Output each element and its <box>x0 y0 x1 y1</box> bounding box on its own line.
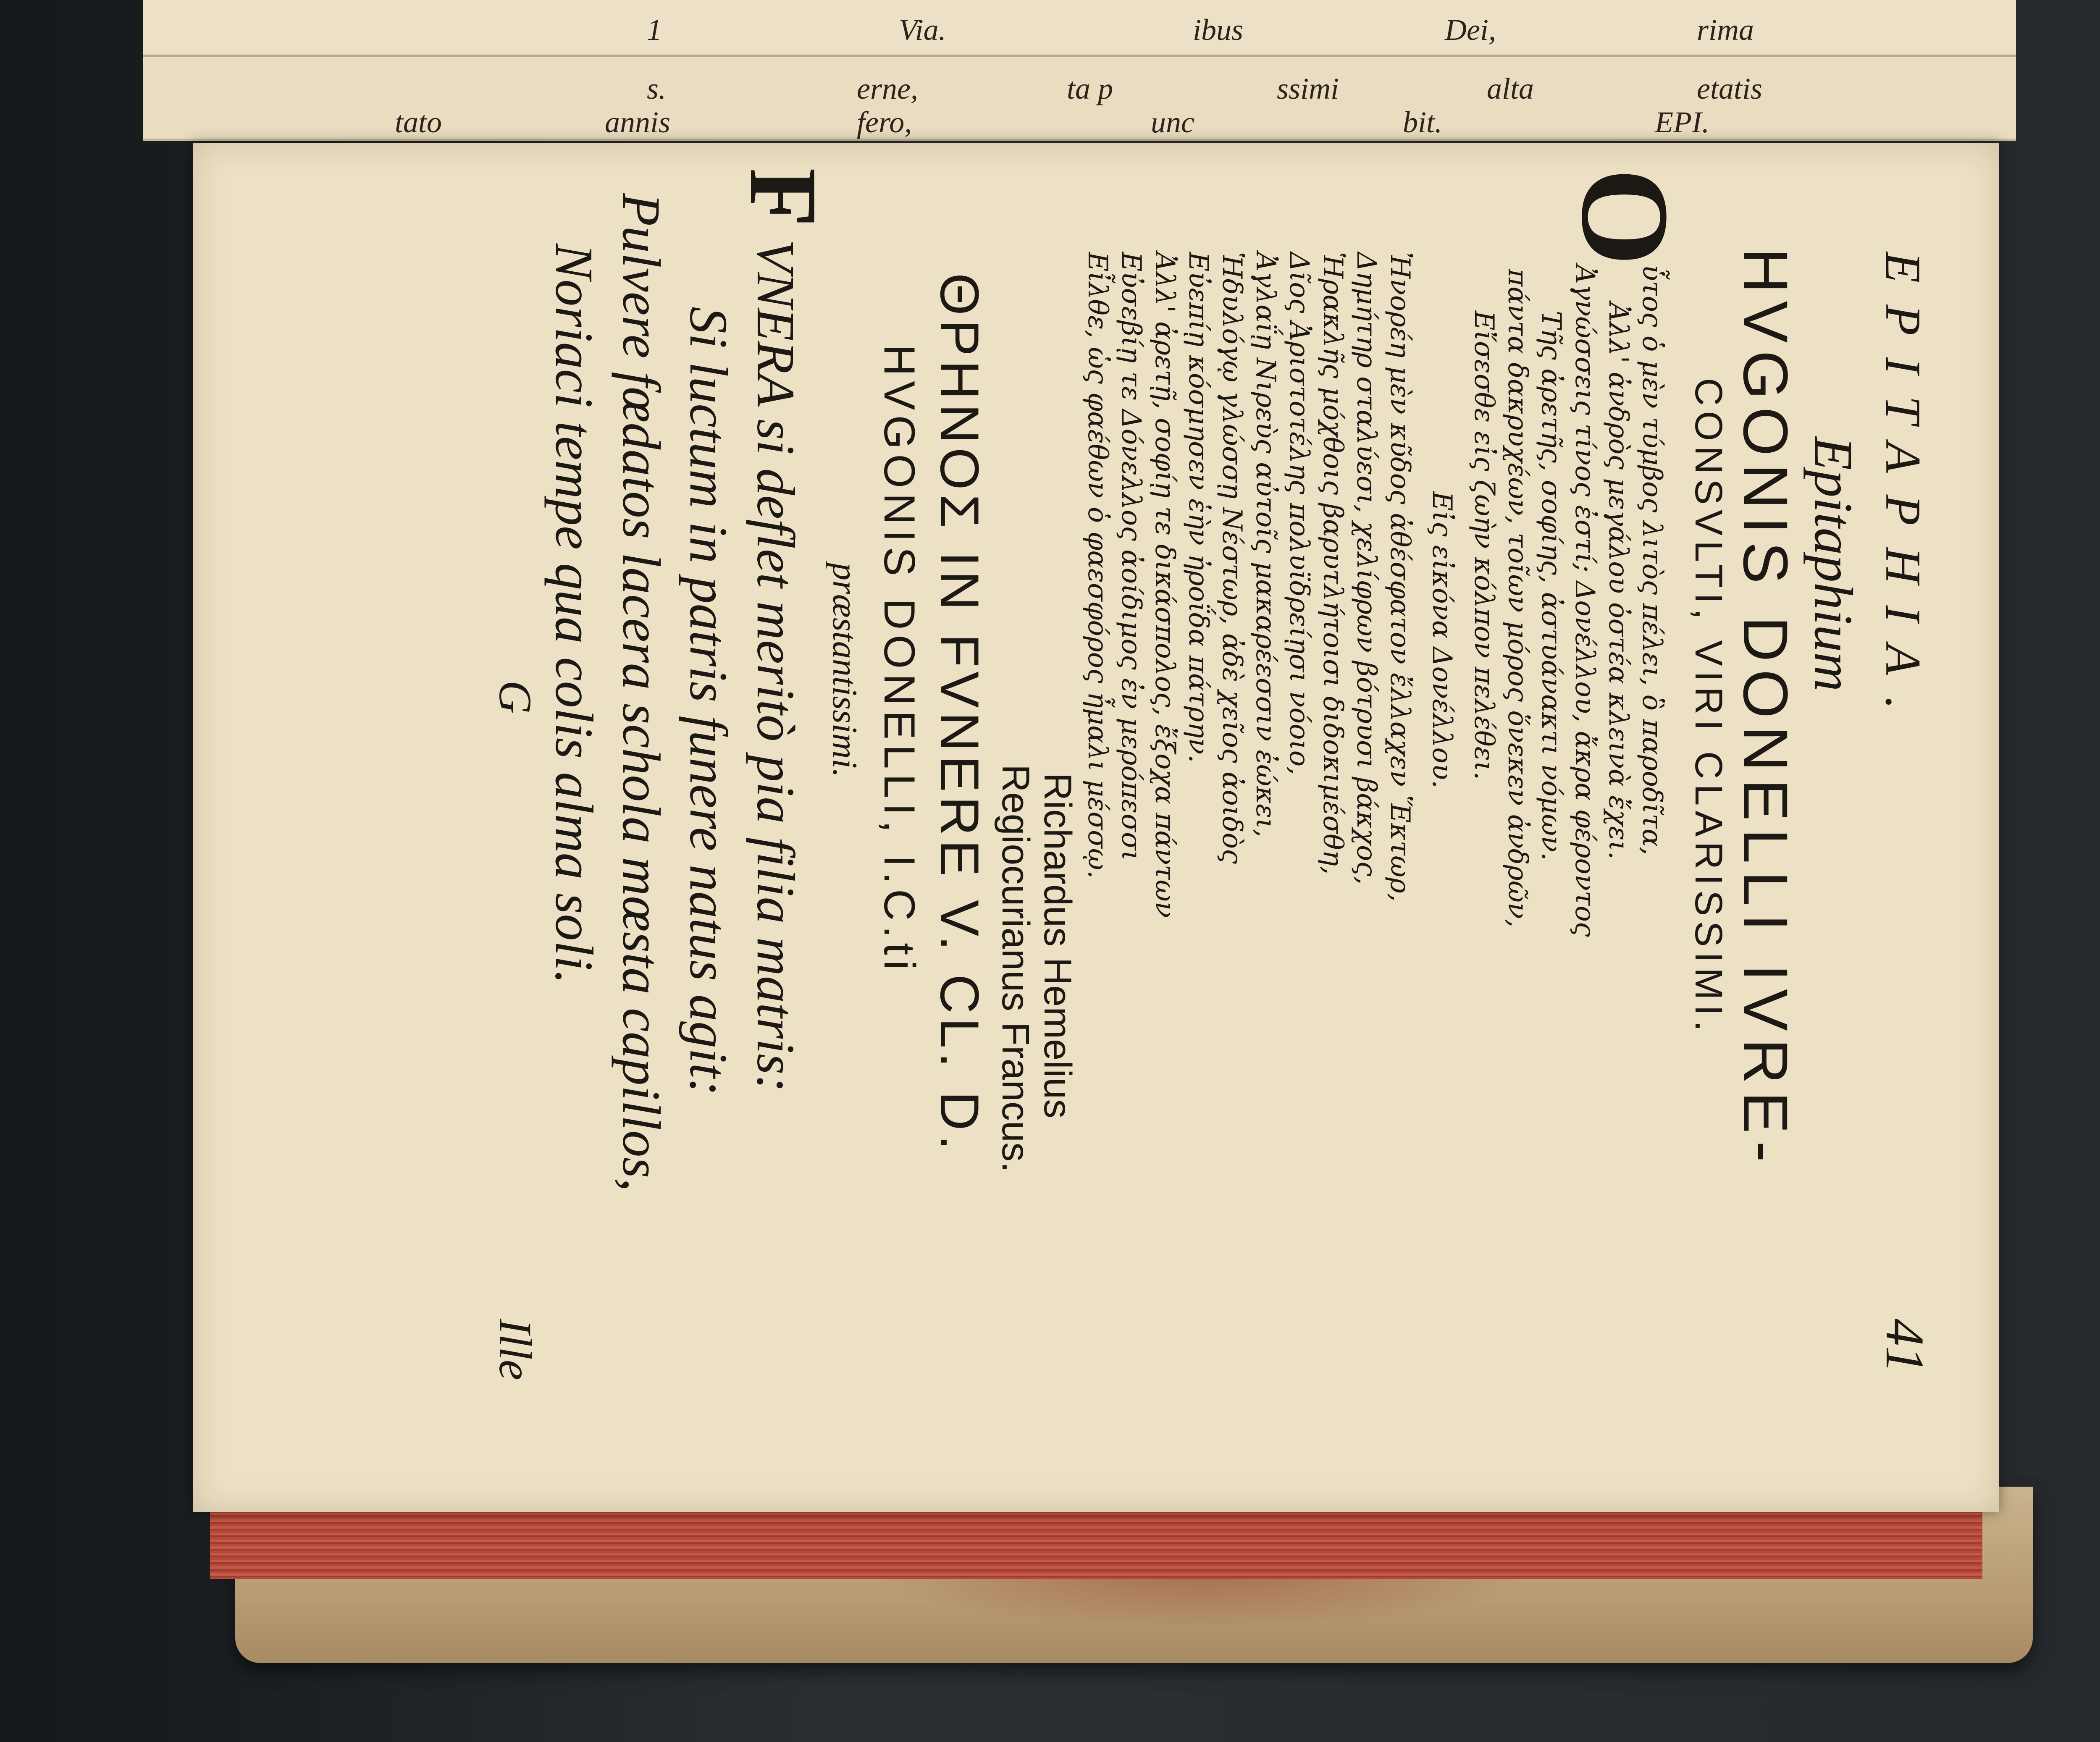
drop-cap-o: O <box>1556 168 1695 266</box>
page-number: 41 <box>1874 1319 1935 1373</box>
latin-verse: Si luctum in patris funere natus agit: <box>679 307 738 1096</box>
greek-line: Εὐεπίῃ κόσμησεν ἑὴν ἠροΐδα πάτρην. <box>1183 252 1214 763</box>
greek-line: Εἶλθε, ὡς φαέθων ὁ φαεσφόρος ἦμαλι μέσσῳ. <box>1082 252 1113 879</box>
threnos-qualifier: præstantissimi. <box>825 563 864 778</box>
prev-text: Dei, <box>1445 13 1496 47</box>
greek-line: Ἡδυλόγῳ γλώσσῃ Νέστωρ, ἀδὲ χεῖος ἀοιδὸς <box>1216 252 1247 864</box>
prev-text: annis <box>605 105 671 139</box>
prev-text: erne, <box>857 72 918 105</box>
latin-verse: VNERA si deflet meritò pia filia matris: <box>746 239 806 1093</box>
book-page <box>193 143 1999 1512</box>
catchword: Ille <box>490 1319 541 1380</box>
greek-line: Ἡρακλῆς μόχθοις βαρυτλήτοισι διδοκιμέσθη, <box>1317 252 1348 875</box>
greek-line: Δημήτηρ σταλύεσι, χελίφρων βότρυσι βάκχος, <box>1351 252 1382 885</box>
greek-line: Ἀλλ' ἀνδρὸς μεγάλου ὀστέα κλεινὰ ἔχει. <box>1603 302 1634 860</box>
epitaph-label: Epitaphium <box>1803 437 1864 692</box>
author-origin: Regiocurianus Francus. <box>994 764 1037 1173</box>
latin-verse: Pulvere fœdatos lacera schola mœsta capillos, <box>612 193 671 1192</box>
greek-line: Δῖος Ἀριστοτέλης πολυϊδρείῃσι νόοιο, <box>1284 252 1315 775</box>
prev-text: 1 <box>647 13 662 47</box>
page-content-rotated <box>193 143 1999 1512</box>
greek-line: Ἀλλ' ἀρετῇ, σοφίῃ τε δικάσπολος, ἔξοχα πάντων <box>1149 252 1180 918</box>
running-head: EPITAPHIA. <box>1875 252 1931 731</box>
greek-subtitle: Εἰς εἰκόνα Δονέλλου. <box>1426 491 1457 789</box>
threnos-heading: ΘΡΗΝΟΣ IN FVNERE V. CL. D. <box>929 273 990 1154</box>
signature-mark: G <box>490 680 541 714</box>
prev-text: unc <box>1151 105 1194 139</box>
latin-verse: Noriaci tempe qua colis alma soli. <box>544 244 604 984</box>
prev-text: Via. <box>899 13 946 47</box>
greek-line: Εὐσεβίῃ τε Δόνελλος ἀοίδιμος ἐν μερόπεσσι <box>1116 252 1147 861</box>
prev-text: ta p <box>1067 72 1113 105</box>
drop-cap-f: F <box>730 168 837 227</box>
prev-text: ibus <box>1193 13 1244 47</box>
prev-text: rima <box>1697 13 1754 47</box>
epitaph-subject-line2: CONSVLTI, VIRI CLARISSIMI. <box>1687 378 1730 1036</box>
prev-text: EPI. <box>1655 105 1709 139</box>
greek-line: πάντα δακρυχέων, τοῖων μόρος ὅνεκεν ἀνδρῶν, <box>1502 269 1533 928</box>
greek-line: Ἠνορέη μὲν κῦδος ἀθέσφατον ἔλλαχεν Ἕκτωρ, <box>1384 252 1415 902</box>
threnos-subject: HVGONIS DONELLI, I.C.ti <box>875 344 924 975</box>
author-name: Richardus Hemelius <box>1036 773 1079 1119</box>
greek-line: Ἀγνώσσεις τίνος ἐστί; Δονέλλου, ἄκρα φέροντος <box>1569 265 1600 937</box>
greek-line: ὗτος ὁ μὲν τύμβος λιτὸς πέλει, ὃ παροδῖτα, <box>1636 265 1667 855</box>
prev-text: tato <box>395 105 442 139</box>
prev-text: s. <box>647 72 667 105</box>
prev-text: ssimi <box>1277 72 1339 105</box>
greek-line: Εἴσεσθε εἰς ζωὴν κόλπον πελέθει. <box>1468 311 1499 780</box>
epitaph-subject: HVGONIS DONELLI IVRE- <box>1730 248 1801 1170</box>
prev-text: etatis <box>1697 72 1762 105</box>
previous-page-top-edge <box>143 0 2016 57</box>
prev-text: alta <box>1487 72 1534 105</box>
red-fore-edge <box>210 1503 1982 1579</box>
greek-line: Τῆς ἀρετῆς, σοφίης, ἀστυάνακτι νόμων. <box>1536 311 1567 861</box>
greek-line: Ἀγλαΐῃ Νιρεὺς αὐτοῖς μακαρέεσσιν ἐώκει, <box>1250 252 1281 837</box>
prev-text: fero, <box>857 105 912 139</box>
prev-text: bit. <box>1403 105 1443 139</box>
